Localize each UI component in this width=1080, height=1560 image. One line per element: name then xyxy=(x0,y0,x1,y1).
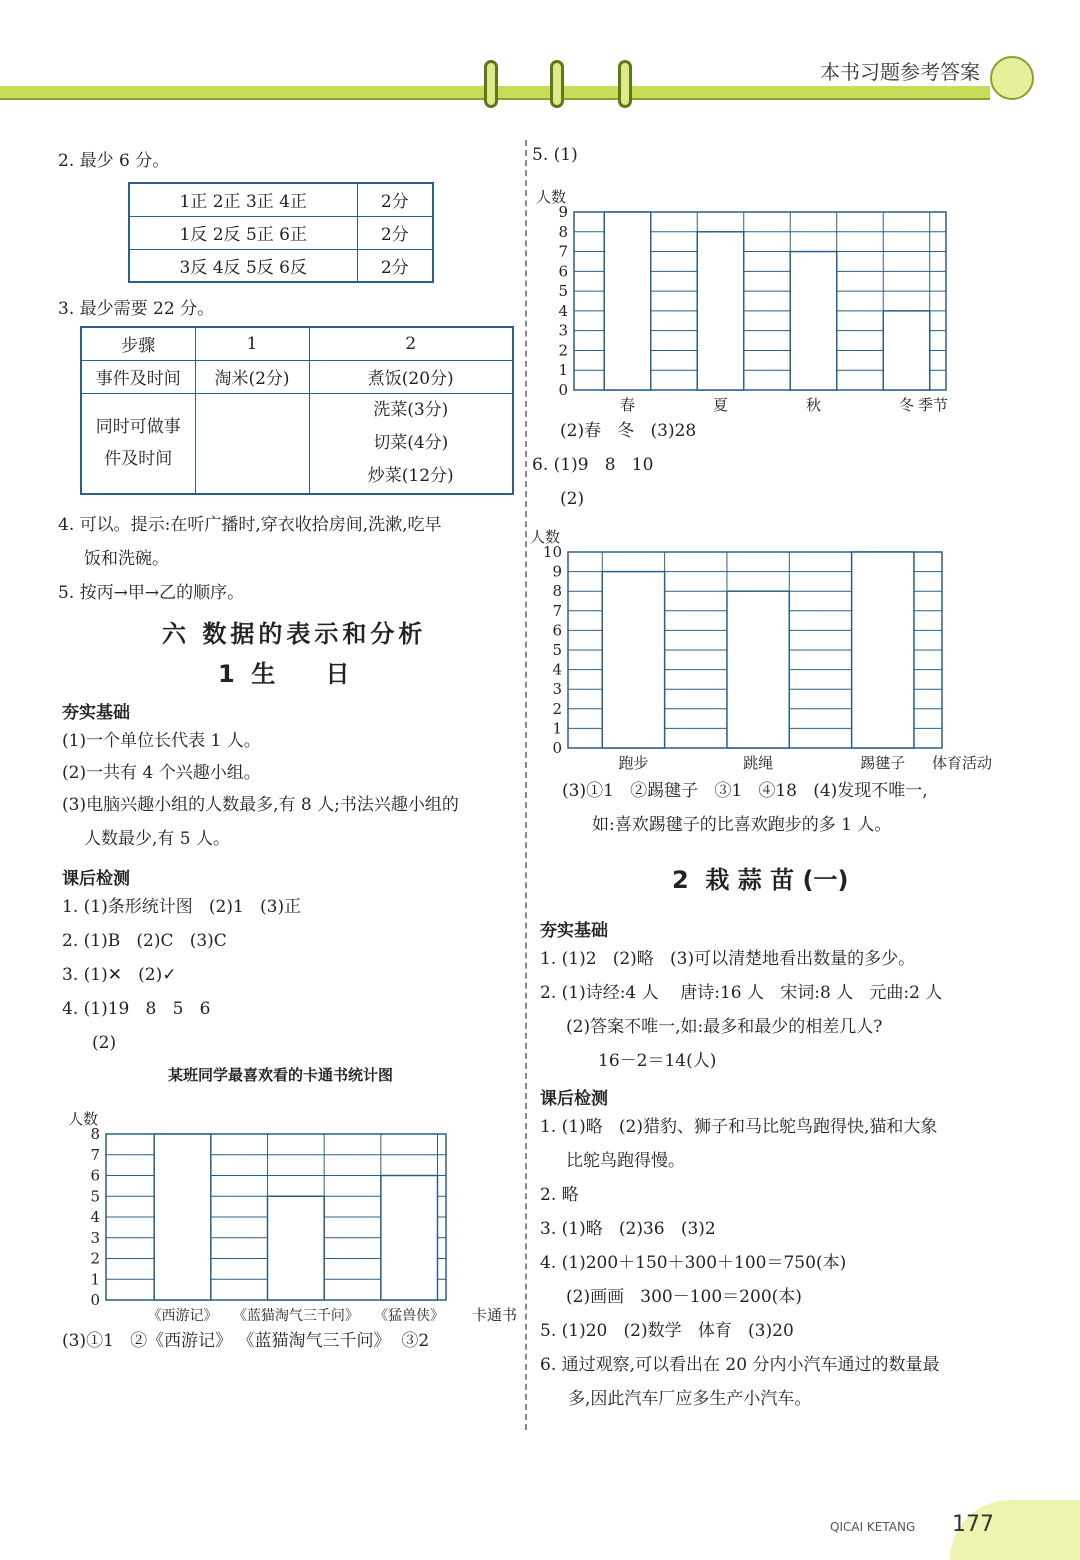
y-tick-label: 6 xyxy=(552,621,562,640)
a-2-2: (2)答案不唯一,如:最多和最少的相差几人? xyxy=(566,1017,883,1037)
x-tick-label: 夏 xyxy=(712,396,728,414)
subheading: 课后检测 xyxy=(62,869,130,889)
y-tick-label: 5 xyxy=(90,1187,100,1206)
y-axis-label: 人数 xyxy=(536,188,567,206)
y-tick-label: 5 xyxy=(558,282,568,301)
r5-2: (2)春 冬 (3)28 xyxy=(560,421,697,441)
table-cell: 2分 xyxy=(357,249,433,282)
q5: 5. 按丙→甲→乙的顺序。 xyxy=(58,583,245,603)
bar xyxy=(790,252,837,390)
bar xyxy=(604,212,651,390)
bar xyxy=(602,572,664,748)
y-tick-label: 2 xyxy=(90,1249,100,1268)
section-title: 2 栽 蒜 苗 (一) xyxy=(672,866,849,894)
cell-text: 洗菜(3分) xyxy=(373,399,449,420)
q4-line1: 4. 可以。提示:在听广播时,穿衣收拾房间,洗漱,吃早 xyxy=(58,515,442,535)
x-axis-label: 卡通书 xyxy=(472,1306,518,1324)
bar xyxy=(852,552,914,748)
q3-title: 3. 最少需要 22 分。 xyxy=(58,299,215,319)
table-cell: 2分 xyxy=(357,216,433,249)
c-3: 3. (1)略 (2)36 (3)2 xyxy=(540,1219,716,1239)
basic-3a: (3)电脑兴趣小组的人数最多,有 8 人;书法兴趣小组的 xyxy=(62,795,459,815)
y-tick-label: 0 xyxy=(90,1291,100,1309)
section-title: 1 生 日 xyxy=(218,660,350,688)
y-tick-label: 3 xyxy=(552,680,562,699)
y-tick-label: 8 xyxy=(552,582,562,601)
y-tick-label: 7 xyxy=(552,601,562,620)
a-1: 1. (1)2 (2)略 (3)可以清楚地看出数量的多少。 xyxy=(540,949,916,969)
y-tick-label: 3 xyxy=(558,321,568,340)
subheading: 夯实基础 xyxy=(540,921,608,941)
check-4-3: (3)①1 ②《西游记》 《蓝猫淘气三千问》 ③2 xyxy=(62,1331,430,1351)
bar xyxy=(883,311,930,390)
y-tick-label: 6 xyxy=(558,262,568,281)
cell-text: 炒菜(12分) xyxy=(367,465,454,486)
footer-brand: QICAI KETANG xyxy=(830,1520,916,1534)
c-2: 2. 略 xyxy=(540,1185,579,1205)
x-tick-label: 《西游记》 xyxy=(147,1308,218,1324)
table-cell: 3反 4反 5反 6反 xyxy=(129,249,357,282)
x-tick-label: 《蓝猫淘气三千问》 xyxy=(232,1308,359,1324)
x-tick-label: 踢毽子 xyxy=(860,754,906,772)
y-tick-label: 0 xyxy=(552,739,562,757)
y-tick-label: 7 xyxy=(558,242,568,261)
binder-ring-icon xyxy=(550,60,564,108)
bar xyxy=(154,1134,211,1300)
bar xyxy=(697,232,744,390)
cartoon-chart xyxy=(60,1100,520,1330)
y-tick-label: 7 xyxy=(90,1145,100,1164)
check-2: 2. (1)B (2)C (3)C xyxy=(62,931,227,951)
check-4-2: (2) xyxy=(92,1033,117,1053)
season-chart xyxy=(528,172,998,418)
table-cell: 步骤 xyxy=(81,327,195,360)
y-tick-label: 3 xyxy=(90,1228,100,1247)
check-1: 1. (1)条形统计图 (2)1 (3)正 xyxy=(62,897,302,917)
y-tick-label: 5 xyxy=(552,641,562,659)
c-1a: 1. (1)略 (2)猎豹、狮子和马比鸵鸟跑得快,猫和大象 xyxy=(540,1117,938,1137)
r5-title: 5. (1) xyxy=(532,145,578,165)
sport-chart xyxy=(528,516,998,774)
coin-table xyxy=(128,182,434,283)
mascot-icon xyxy=(990,56,1034,100)
c-6a: 6. 通过观察,可以看出在 20 分内小汽车通过的数量最 xyxy=(540,1355,940,1375)
r6-2: (2) xyxy=(560,489,585,509)
steps-table xyxy=(80,326,514,495)
y-tick-label: 1 xyxy=(558,361,568,380)
table-cell: 事件及时间 xyxy=(81,360,195,393)
basic-3b: 人数最少,有 5 人。 xyxy=(84,829,231,849)
y-tick-label: 10 xyxy=(542,543,562,561)
header-title: 本书习题参考答案 xyxy=(820,60,980,84)
y-tick-label: 8 xyxy=(90,1125,100,1143)
basic-2: (2)一共有 4 个兴趣小组。 xyxy=(62,763,261,783)
y-axis-label: 人数 xyxy=(68,1110,99,1128)
r6-1: 6. (1)9 8 10 xyxy=(532,455,654,475)
y-tick-label: 4 xyxy=(558,301,568,320)
cell-text: 件及时间 xyxy=(104,449,173,469)
x-tick-label: 秋 xyxy=(805,396,821,414)
y-tick-label: 4 xyxy=(552,660,562,679)
bar xyxy=(268,1196,325,1300)
table-cell: 1反 2反 5正 6正 xyxy=(129,216,357,249)
table-cell: 煮饭(20分) xyxy=(309,360,513,393)
basic-1: (1)一个单位长代表 1 人。 xyxy=(62,731,261,751)
table-cell xyxy=(81,393,195,494)
x-tick-label: 跑步 xyxy=(618,754,649,772)
table-cell: 淘米(2分) xyxy=(195,360,309,393)
y-tick-label: 0 xyxy=(558,381,568,399)
subheading: 夯实基础 xyxy=(62,703,130,723)
bar xyxy=(727,591,789,748)
binder-ring-icon xyxy=(618,60,632,108)
x-tick-label: 冬 xyxy=(898,396,914,414)
y-tick-label: 9 xyxy=(552,562,562,581)
table-cell: 2 xyxy=(309,327,513,360)
c-5: 5. (1)20 (2)数学 体育 (3)20 xyxy=(540,1321,794,1341)
c-6b: 多,因此汽车厂应多生产小汽车。 xyxy=(568,1389,812,1409)
table-cell xyxy=(195,393,309,494)
cell-text: 切菜(4分) xyxy=(373,432,449,453)
y-tick-label: 4 xyxy=(90,1208,100,1226)
y-tick-label: 9 xyxy=(558,203,568,221)
y-tick-label: 1 xyxy=(552,719,562,738)
r6-3a: (3)①1 ②踢毽子 ③1 ④18 (4)发现不唯一, xyxy=(562,781,928,801)
a-2: 2. (1)诗经:4 人 唐诗:16 人 宋词:8 人 元曲:2 人 xyxy=(540,983,943,1003)
q2-title: 2. 最少 6 分。 xyxy=(58,151,170,171)
c-4-2: (2)画画 300－100＝200(本) xyxy=(566,1287,802,1307)
table-cell xyxy=(309,393,513,494)
column-divider xyxy=(525,140,527,1430)
x-tick-label: 《猛兽侠》 xyxy=(374,1308,445,1324)
check-4: 4. (1)19 8 5 6 xyxy=(62,999,211,1019)
bar xyxy=(381,1176,438,1301)
x-tick-label: 跳绳 xyxy=(743,754,774,772)
cell-text: 同时可做事 xyxy=(95,417,181,437)
c-4: 4. (1)200＋150＋300＋100＝750(本) xyxy=(540,1253,847,1273)
y-axis-label: 人数 xyxy=(530,528,561,546)
x-tick-label: 春 xyxy=(619,396,635,414)
y-tick-label: 2 xyxy=(552,699,562,718)
x-axis-label: 体育活动 xyxy=(931,754,992,772)
y-tick-label: 1 xyxy=(90,1270,100,1289)
chart-title: 某班同学最喜欢看的卡通书统计图 xyxy=(168,1066,394,1084)
binder-ring-icon xyxy=(484,60,498,108)
a-2-3: 16－2＝14(人) xyxy=(598,1051,717,1071)
y-tick-label: 8 xyxy=(558,222,568,241)
y-tick-label: 6 xyxy=(90,1166,100,1185)
c-1b: 比鸵鸟跑得慢。 xyxy=(566,1151,685,1171)
table-cell: 1 xyxy=(195,327,309,360)
table-cell: 1正 2正 3正 4正 xyxy=(129,183,357,216)
chapter-title: 六 数据的表示和分析 xyxy=(162,620,427,648)
subheading: 课后检测 xyxy=(540,1089,608,1109)
x-axis-label: 季节 xyxy=(917,396,948,414)
y-tick-label: 2 xyxy=(558,341,568,360)
table-cell: 2分 xyxy=(357,183,433,216)
q4-line2: 饭和洗碗。 xyxy=(84,549,169,569)
r6-3b: 如:喜欢踢毽子的比喜欢跑步的多 1 人。 xyxy=(592,815,892,835)
page-number: 177 xyxy=(952,1512,994,1537)
check-3: 3. (1)✕ (2)✓ xyxy=(62,965,177,985)
